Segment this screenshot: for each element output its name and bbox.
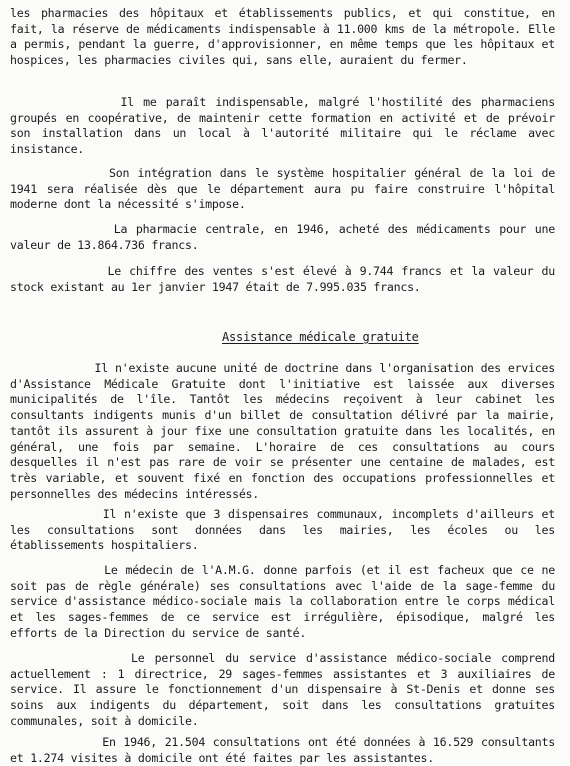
- paragraph-hospital-integration: Son intégration dans le système hospitalier général de la loi de 1941 sera réalisée dès que le département aura pu faire construire l'hôpital moderne dont la nécessité s'impose.: [10, 166, 562, 212]
- paragraph-consultations-1946: En 1946, 21.504 consultations ont été données à 16.529 consultants et 1.274 visites à domicile ont été faites par les assistantes.: [10, 735, 562, 765]
- paragraph-pharmacy-installation: Il me paraît indispensable, malgré l'hostilité des pharmaciens groupés en coopérative, de maintenir cette formation en activité et de prévoir son installation dans un local à l'autorité militaire qui le réclame avec insistance.: [10, 95, 562, 157]
- paragraph-pharmacy-reserve: les pharmacies des hôpitaux et établissements publics, et qui constitue, en fait, la réserve de médicaments indispensable à 11.000 kms de la métropole. Elle a permis, pendant la guerre, d'approvisionner, en même temps que les hôpitaux et hospices, les pharmacies civiles qui, sans elle, auraient du fermer.: [10, 6, 562, 68]
- paragraph-pharmacy-purchases: La pharmacie centrale, en 1946, acheté des médicaments pour une valeur de 13.864.736 francs.: [10, 222, 562, 252]
- section-title: Assistance médicale gratuite: [222, 330, 419, 344]
- paragraph-amg-organisation: Il n'existe aucune unité de doctrine dans l'organisation des ervices d'Assistance Médicale Gratuite dont l'initiative est laissée aux diverses municipalités de l'île. Tantôt les médecins reçoivent à leur cabinet les consultants indigents munis d'un billet de consultation délivré par la mairie, tantôt ils assurent à jour fixe une consultation gratuite dans les localités, en général, une fois par semaine. L'horaire de ces consultations au cours desquelles il n'est pas rare de voir se présenter une centaine de malades, est très variable, et souvent fixé en fonction des occupations professionnelles et personnelles des médecins intéressés.: [10, 361, 562, 501]
- paragraph-amg-doctor: Le médecin de l'A.M.G. donne parfois (et il est facheux que ce ne soit pas de règle générale) ses consultations avec l'aide de la sage-femme du service d'assistance médico-sociale mais la collaboration entre le corps médical et les sages-femmes de ce service est irrégulière, épisodique, malgré les efforts de la Direction du service de santé.: [10, 563, 562, 640]
- paragraph-medico-social-staff: Le personnel du service d'assistance médico-sociale comprend actuellement : 1 directrice, 29 sages-femmes assistantes et 3 auxiliaires de service. Il assure le fonctionnement d'un dispensaire à St-Denis et donne ses soins aux indigents du département, soit dans les consultations gratuites communales, soit à domicile.: [10, 651, 562, 728]
- paragraph-dispensaries: Il n'existe que 3 dispensaires communaux, incomplets d'ailleurs et les consultations sont données dans les mairies, les écoles ou les établissements hospitaliers.: [10, 507, 562, 553]
- paragraph-sales-stock: Le chiffre des ventes s'est élevé à 9.744 francs et la valeur du stock existant au 1er janvier 1947 était de 7.995.035 francs.: [10, 264, 562, 294]
